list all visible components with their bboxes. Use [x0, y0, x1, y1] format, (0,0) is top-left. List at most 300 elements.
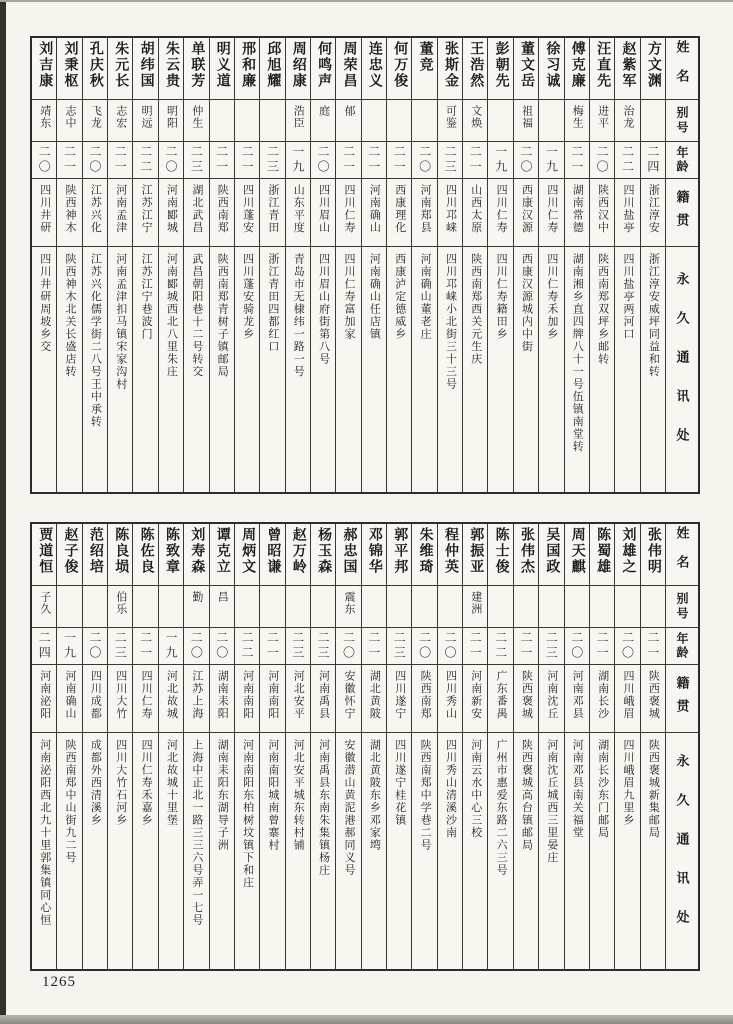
person-address — [539, 732, 563, 969]
person-address-text: 江苏兴化儒学街二八号王中承转 — [89, 253, 102, 428]
person-age — [133, 627, 157, 664]
person-alias-text: 进平 — [596, 105, 609, 129]
person-alias — [108, 99, 132, 141]
person-name — [159, 524, 183, 585]
person-age-text: 二一 — [240, 145, 255, 175]
person-name — [286, 38, 310, 99]
person-native-text: 湖南常德 — [571, 184, 584, 234]
person-address — [108, 732, 132, 969]
person-address — [83, 246, 107, 492]
person-age — [412, 141, 436, 178]
person-address — [210, 246, 234, 492]
person-age-text: 二一 — [341, 145, 356, 175]
person-name-text: 何万俊 — [392, 41, 408, 89]
person-name — [260, 524, 284, 585]
person-age-text: 二〇 — [569, 631, 584, 661]
person-address — [387, 246, 411, 492]
person-address — [565, 732, 589, 969]
person-age — [463, 627, 487, 664]
person-alias-text: 文焕 — [469, 105, 482, 129]
person-native — [412, 664, 436, 732]
person-age-text: 二二 — [240, 631, 255, 661]
person-name-text: 董竞 — [417, 41, 433, 73]
person-name — [387, 38, 411, 99]
person-alias — [260, 585, 284, 627]
person-native — [32, 664, 56, 732]
person-age-text: 二一 — [468, 631, 483, 661]
person-address — [57, 246, 81, 492]
person-alias-text: 伯乐 — [114, 591, 127, 615]
person-address — [235, 246, 259, 492]
person-column — [159, 524, 184, 969]
person-column — [286, 524, 311, 969]
person-address-text: 四川仁寿籍田乡 — [495, 253, 508, 341]
person-alias — [438, 99, 462, 141]
person-native — [311, 664, 335, 732]
person-name — [590, 524, 614, 585]
person-address — [514, 246, 538, 492]
person-native-text: 河南孟津 — [114, 184, 127, 234]
person-name-text: 朱元长 — [113, 41, 129, 89]
person-age — [514, 141, 538, 178]
person-address-text: 湖北黄陂东乡邓家塆 — [368, 739, 381, 852]
person-native — [108, 178, 132, 246]
person-age-text: 二四 — [37, 631, 52, 661]
person-column — [83, 38, 108, 492]
header-native: 籍贯 — [666, 178, 698, 246]
person-alias — [159, 585, 183, 627]
person-address-text: 四川峨眉九里乡 — [621, 739, 634, 827]
person-column — [133, 38, 158, 492]
person-name — [463, 38, 487, 99]
person-column — [108, 38, 133, 492]
person-age-text: 一九 — [493, 145, 508, 175]
person-alias — [641, 99, 665, 141]
person-native-text: 陕西南郑 — [419, 670, 432, 720]
person-native-text: 浙江淳安 — [647, 184, 660, 234]
person-native — [235, 178, 259, 246]
person-column — [32, 524, 57, 969]
person-native-text: 江苏江宁 — [140, 184, 153, 234]
person-name-text: 单联芳 — [189, 41, 205, 89]
person-column — [514, 38, 539, 492]
person-native-text: 浙江青田 — [266, 184, 279, 234]
person-address — [412, 732, 436, 969]
person-age — [387, 627, 411, 664]
person-native-text: 湖南耒阳 — [216, 670, 229, 720]
header-alias: 别号 — [666, 99, 698, 141]
person-native — [488, 178, 512, 246]
person-alias-text: 浩臣 — [292, 105, 305, 129]
person-name — [184, 38, 208, 99]
person-age — [514, 627, 538, 664]
person-address — [83, 732, 107, 969]
person-column — [362, 524, 387, 969]
person-column — [336, 38, 361, 492]
person-age — [32, 141, 56, 178]
person-name — [57, 38, 81, 99]
person-alias-text: 志宏 — [114, 105, 127, 129]
person-address-text: 湖南湘乡直四牌八十一号伍镇南堂转 — [571, 253, 584, 453]
person-alias — [235, 585, 259, 627]
person-native — [83, 664, 107, 732]
person-address-text: 河北故城十里堡 — [165, 739, 178, 827]
person-column — [133, 524, 158, 969]
person-age-text: 二〇 — [620, 631, 635, 661]
person-name-text: 陈良埙 — [113, 527, 129, 575]
person-address-text: 四川秀山清溪沙南 — [444, 739, 457, 839]
person-address — [159, 732, 183, 969]
person-alias — [590, 585, 614, 627]
person-name — [362, 524, 386, 585]
person-age-text: 二一 — [569, 145, 584, 175]
person-native-text: 四川蓬安 — [241, 184, 254, 234]
person-address-text: 四川邛崃小北街三十三号 — [444, 253, 457, 391]
person-age-text: 二三 — [113, 631, 128, 661]
person-native — [387, 664, 411, 732]
person-age — [336, 627, 360, 664]
person-name — [133, 524, 157, 585]
person-native — [286, 178, 310, 246]
person-age-text: 二四 — [645, 145, 660, 175]
person-age — [260, 141, 284, 178]
person-address — [260, 732, 284, 969]
header-column — [666, 38, 698, 492]
person-alias — [565, 99, 589, 141]
person-native-text: 四川井研 — [38, 184, 51, 234]
person-alias — [362, 99, 386, 141]
person-name-text: 郭平邦 — [392, 527, 408, 575]
person-address — [260, 246, 284, 492]
person-address — [133, 732, 157, 969]
person-age-text: 二三 — [265, 145, 280, 175]
person-native-text: 广东番禺 — [495, 670, 508, 720]
person-name — [514, 524, 538, 585]
person-name-text: 陈士俊 — [493, 527, 509, 575]
person-name — [286, 524, 310, 585]
person-address — [32, 246, 56, 492]
page-number: 1265 — [42, 974, 76, 990]
person-alias — [590, 99, 614, 141]
person-address-text: 四川盐亭两河口 — [621, 253, 634, 341]
person-name — [32, 38, 56, 99]
person-age — [590, 627, 614, 664]
person-age-text: 二〇 — [214, 631, 229, 661]
person-age — [83, 141, 107, 178]
person-name-text: 郭振亚 — [468, 527, 484, 575]
person-alias-text: 可鉴 — [444, 105, 457, 129]
person-native-text: 江苏兴化 — [89, 184, 102, 234]
person-column — [641, 38, 666, 492]
person-address-text: 四川大竹石河乡 — [114, 739, 127, 827]
person-address — [641, 246, 665, 492]
person-native — [463, 664, 487, 732]
person-name — [260, 38, 284, 99]
person-alias-text: 梅生 — [571, 105, 584, 129]
person-age-text: 一九 — [290, 145, 305, 175]
person-name — [83, 38, 107, 99]
person-address-text: 武昌朝阳巷十二号转交 — [190, 253, 203, 378]
person-age-text: 二一 — [62, 145, 77, 175]
person-address-text: 四川蓬安骑龙乡 — [241, 253, 254, 341]
person-age-text: 二〇 — [316, 145, 331, 175]
person-column — [463, 38, 488, 492]
person-name-text: 王浩然 — [468, 41, 484, 89]
person-address — [336, 246, 360, 492]
person-age — [159, 141, 183, 178]
person-name-text: 傅克廉 — [569, 41, 585, 89]
person-alias — [336, 99, 360, 141]
header-age: 年龄 — [666, 141, 698, 178]
person-alias — [387, 585, 411, 627]
person-alias — [32, 99, 56, 141]
person-column — [57, 38, 82, 492]
header-native: 籍贯 — [666, 664, 698, 732]
person-name — [133, 38, 157, 99]
person-alias — [463, 585, 487, 627]
person-name-text: 明义道 — [214, 41, 230, 89]
person-native-text: 四川大竹 — [114, 670, 127, 720]
person-native — [210, 664, 234, 732]
person-age — [463, 141, 487, 178]
person-age-text: 二二 — [620, 145, 635, 175]
person-native — [565, 664, 589, 732]
person-name-text: 曾昭谦 — [265, 527, 281, 575]
person-native-text: 四川峨眉 — [621, 670, 634, 720]
person-age — [615, 627, 639, 664]
person-alias-text: 志中 — [64, 105, 77, 129]
person-age — [159, 627, 183, 664]
person-address-text: 河南禹县东南朱集镇杨庄 — [317, 739, 330, 877]
person-name — [565, 524, 589, 585]
person-column — [210, 38, 235, 492]
person-alias — [133, 585, 157, 627]
person-alias — [539, 99, 563, 141]
person-age-text: 二一 — [645, 631, 660, 661]
person-age — [184, 141, 208, 178]
person-alias — [412, 99, 436, 141]
person-name — [235, 38, 259, 99]
person-address — [438, 732, 462, 969]
person-native — [184, 664, 208, 732]
person-address-text: 河南泌阳西北九十里郭集镇同心恒 — [38, 739, 51, 927]
person-address-text: 上海中正北一路三三六号弄一七号 — [190, 739, 203, 927]
person-alias-text: 飞龙 — [89, 105, 102, 129]
person-native — [438, 178, 462, 246]
person-native-text: 山东平度 — [292, 184, 305, 234]
person-native-text: 陕西汉中 — [596, 184, 609, 234]
person-age-text: 一九 — [163, 631, 178, 661]
person-alias — [539, 585, 563, 627]
person-column — [235, 524, 260, 969]
person-column — [57, 524, 82, 969]
person-alias — [463, 99, 487, 141]
person-name-text: 赵万岭 — [290, 527, 306, 575]
person-native-text: 陕西褒城 — [520, 670, 533, 720]
person-native-text: 西康理化 — [393, 184, 406, 234]
person-native — [539, 664, 563, 732]
person-name-text: 汪直先 — [595, 41, 611, 89]
person-alias — [488, 585, 512, 627]
person-name-text: 陈佐良 — [138, 527, 154, 575]
person-name-text: 杨玉森 — [316, 527, 332, 575]
person-alias — [387, 99, 411, 141]
person-address-text: 河南邓县南关福堂 — [571, 739, 584, 839]
person-alias — [438, 585, 462, 627]
person-age-text: 二一 — [392, 145, 407, 175]
person-age-text: 二一 — [366, 631, 381, 661]
person-address-text: 河南南阳东柏树坟镇下和庄 — [241, 739, 254, 889]
person-column — [463, 524, 488, 969]
person-age-text: 二一 — [595, 631, 610, 661]
person-alias — [184, 585, 208, 627]
person-name — [32, 524, 56, 585]
person-alias — [57, 99, 81, 141]
person-native-text: 西康汉源 — [520, 184, 533, 234]
header-name: 姓名 — [674, 39, 690, 98]
person-native-text: 湖南长沙 — [596, 670, 609, 720]
person-age — [210, 627, 234, 664]
person-name-text: 刘雄之 — [620, 527, 636, 575]
person-alias — [133, 99, 157, 141]
person-name — [590, 38, 614, 99]
person-name — [210, 38, 234, 99]
person-native — [32, 178, 56, 246]
person-age-text: 二〇 — [87, 145, 102, 175]
person-native-text: 四川邛崃 — [444, 184, 457, 234]
person-age-text: 二二 — [493, 631, 508, 661]
person-name — [336, 524, 360, 585]
person-age — [235, 627, 259, 664]
person-native — [438, 664, 462, 732]
person-native — [590, 178, 614, 246]
person-age-text: 二一 — [113, 145, 128, 175]
person-native — [159, 178, 183, 246]
person-native — [184, 178, 208, 246]
person-age — [362, 627, 386, 664]
person-age-text: 二〇 — [341, 631, 356, 661]
person-age-text: 二一 — [214, 145, 229, 175]
person-address — [108, 246, 132, 492]
person-name — [615, 524, 639, 585]
person-name-text: 周天麒 — [569, 527, 585, 575]
person-age — [362, 141, 386, 178]
person-name-text: 连忠义 — [366, 41, 382, 89]
person-address — [463, 246, 487, 492]
person-native — [615, 178, 639, 246]
person-name-text: 贾道恒 — [37, 527, 53, 575]
person-name-text: 董文岳 — [519, 41, 535, 89]
person-name-text: 郝忠国 — [341, 527, 357, 575]
person-address — [286, 246, 310, 492]
person-name — [159, 38, 183, 99]
person-alias — [286, 585, 310, 627]
person-address-text: 湖南耒阳东湖导子洲 — [216, 739, 229, 852]
person-native — [108, 664, 132, 732]
person-age — [387, 141, 411, 178]
person-alias — [311, 585, 335, 627]
person-address-text: 四川仁寿禾加乡 — [545, 253, 558, 341]
person-native-text: 四川仁寿 — [545, 184, 558, 234]
person-native-text: 河北安平 — [292, 670, 305, 720]
person-age — [565, 627, 589, 664]
person-alias — [565, 585, 589, 627]
person-native — [83, 178, 107, 246]
person-alias — [108, 585, 132, 627]
person-address-text: 安徽潜山黄泥港郝同义号 — [343, 739, 355, 877]
person-name-text: 陈致章 — [163, 527, 179, 575]
person-name — [311, 524, 335, 585]
person-column — [565, 524, 590, 969]
person-column — [336, 524, 361, 969]
person-age-text: 二〇 — [163, 145, 178, 175]
person-name-text: 刘寿森 — [189, 527, 205, 575]
person-name — [311, 38, 335, 99]
person-alias — [362, 585, 386, 627]
person-age — [57, 141, 81, 178]
header-column — [666, 524, 698, 969]
person-column — [159, 38, 184, 492]
person-name — [235, 524, 259, 585]
person-address — [362, 246, 386, 492]
person-alias-text: 勤 — [190, 591, 203, 603]
header-age: 年龄 — [666, 627, 698, 664]
person-column — [641, 524, 666, 969]
person-alias-text: 子久 — [38, 591, 51, 615]
person-address — [336, 732, 360, 969]
person-name-text: 胡纬国 — [138, 41, 154, 89]
person-name-text: 周炳文 — [240, 527, 256, 575]
person-native — [514, 664, 538, 732]
person-alias — [235, 99, 259, 141]
person-native-text: 四川遂宁 — [393, 670, 406, 720]
person-address — [463, 732, 487, 969]
person-native — [362, 178, 386, 246]
person-name-text: 朱云贵 — [163, 41, 179, 89]
person-address-text: 西康汉源城内中街 — [520, 253, 533, 353]
person-native — [311, 178, 335, 246]
person-name — [438, 524, 462, 585]
person-column — [83, 524, 108, 969]
person-column — [311, 38, 336, 492]
person-native — [210, 178, 234, 246]
person-column — [438, 38, 463, 492]
person-address-text: 浙江青田四都红口 — [266, 253, 279, 353]
person-native — [133, 664, 157, 732]
person-native-text: 陕西褒城 — [647, 670, 660, 720]
person-native-text: 河南确山 — [64, 670, 77, 720]
header-address: 永久通讯处 — [666, 732, 698, 969]
person-column — [260, 38, 285, 492]
person-native-text: 河南南阳 — [241, 670, 254, 720]
person-age — [235, 141, 259, 178]
person-age — [641, 627, 665, 664]
person-column — [260, 524, 285, 969]
person-name-text: 范绍培 — [87, 527, 103, 575]
person-address — [514, 732, 538, 969]
person-address-text: 陕西南郑中山街九二号 — [64, 739, 77, 864]
person-alias-text: 昌 — [216, 591, 229, 603]
person-address-text: 青岛市无棣纬一路一号 — [292, 253, 305, 378]
person-age-text: 二三 — [544, 631, 559, 661]
person-native — [463, 178, 487, 246]
person-native-text: 河南确山 — [368, 184, 381, 234]
person-address — [235, 732, 259, 969]
person-name — [412, 524, 436, 585]
person-age-text: 二二 — [138, 145, 153, 175]
person-name — [108, 38, 132, 99]
person-native-text: 安徽怀宁 — [343, 670, 355, 720]
